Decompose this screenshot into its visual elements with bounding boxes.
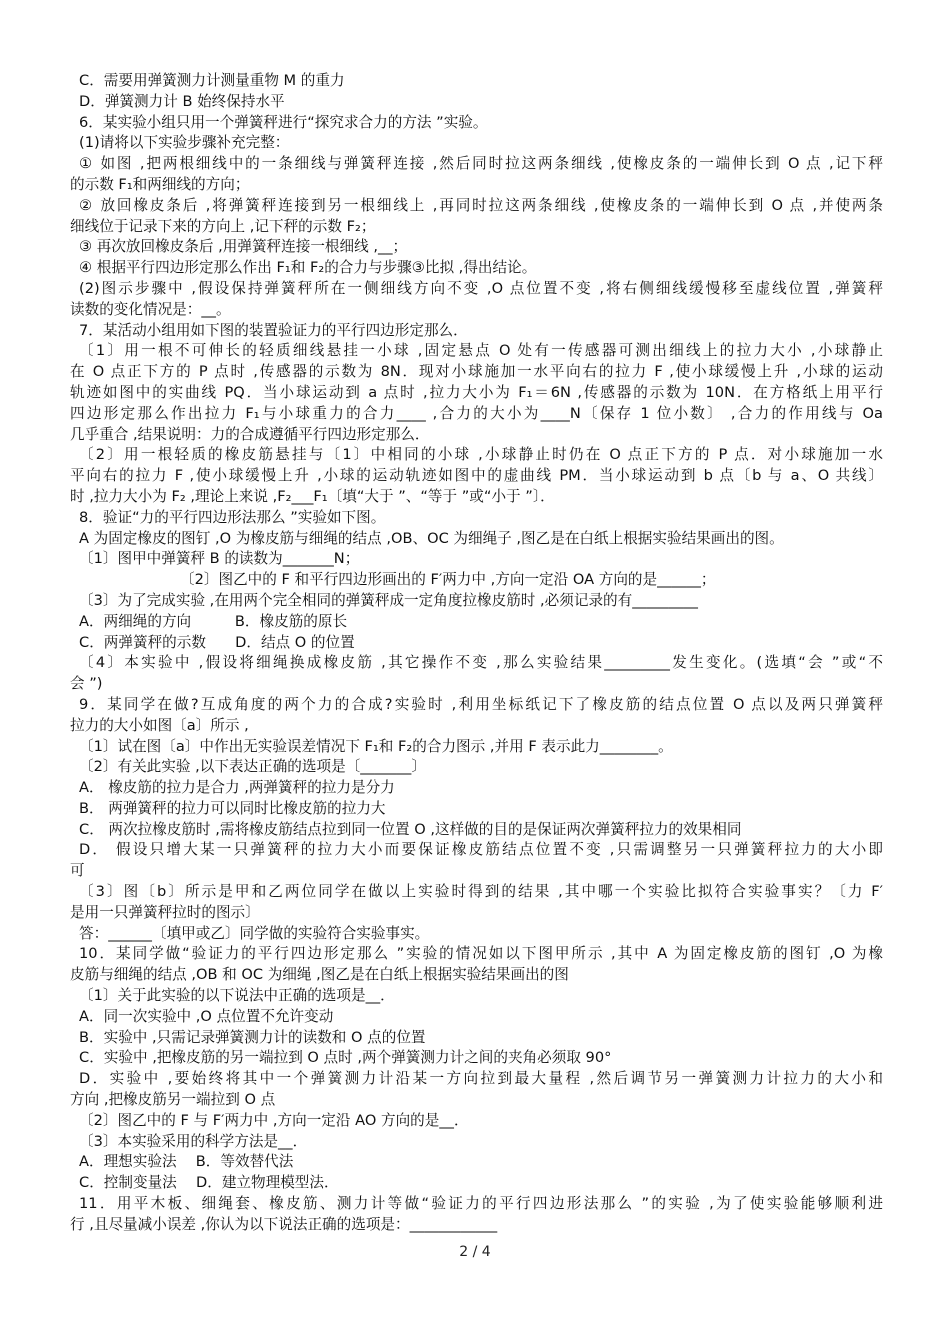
text-line: 〔1〕图甲中弹簧秤 B 的读数为_______N； xyxy=(79,550,360,568)
text-line: 8．验证“力的平行四边形法那么 ”实验如下图。 xyxy=(79,508,386,526)
text-line: ② 放回橡皮条后 ,将弹簧秤连接到另一根细线上 ,再同时拉这两条细线 ,使橡皮条的一端伸长到 O 点 ,并使两条 xyxy=(79,196,883,214)
text-line: 是用一只弹簧秤拉时的图示〕 xyxy=(70,903,260,921)
text-line: 〔2〕图乙中的 F 和平行四边形画出的 F′两力中 ,方向一定沿 OA 方向的是______； xyxy=(180,571,716,589)
text-line: 四边形定那么作出拉力 F₁与小球重力的合力____ ,合力的大小为____N〔保存 1 位小数〕 ,合力的作用线与 Oa xyxy=(70,404,883,422)
text-line: 〔3〕为了完成实验 ,在用两个完全相同的弹簧秤成一定角度拉橡皮筋时 ,必须记录的有_________ xyxy=(79,591,698,609)
text-line: 〔1〕试在图〔a〕中作出无实验误差情况下 F₁和 F₂的合力图示 ,并用 F 表示此力________。 xyxy=(79,737,673,755)
text-line: 〔2〕有关此实验 ,以下表达正确的选项是〔_______〕 xyxy=(79,758,426,776)
text-line: C． 两次拉橡皮筋时 ,需将橡皮筋结点拉到同一位置 O ,这样做的目的是保证两次弹簧秤拉力的效果相同 xyxy=(79,820,742,838)
text-line: A．两细绳的方向 B．橡皮筋的原长 xyxy=(79,612,348,630)
text-line: 〔1〕用一根不可伸长的轻质细线悬挂一小球 ,固定悬点 O 处有一传感器可测出细线上的拉力大小 ,小球静止 xyxy=(79,342,883,360)
text-line: C．两弹簧秤的示数 D．结点 O 的位置 xyxy=(79,633,355,651)
text-line: 读数的变化情况是：__。 xyxy=(70,300,231,318)
text-line: 11．用平木板、细绳套、橡皮筋、测力计等做“验证力的平行四边形法那么 ”的实验 ,为了使实验能够顺利进 xyxy=(79,1195,883,1213)
text-line: 轨迹如图中的实曲线 PQ．当小球运动到 a 点时 ,拉力大小为 F₁＝6N ,传感器的示数为 10N．在方格纸上用平行 xyxy=(70,383,883,401)
text-line: (1)请将以下实验步骤补充完整： xyxy=(79,134,290,152)
text-line: 会 ”) xyxy=(70,675,103,693)
text-line: 9．某同学在做?互成角度的两个力的合成?实验时 ,利用坐标纸记下了橡皮筋的结点位置 O 点以及两只弹簧秤 xyxy=(79,695,883,713)
text-line: 7．某活动小组用如下图的装置验证力的平行四边形定那么． xyxy=(79,321,468,339)
text-line: 皮筋与细绳的结点 ,OB 和 OC 为细绳 ,图乙是在白纸上根据实验结果画出的图 xyxy=(70,966,569,984)
text-line: 6．某实验小组只用一个弹簧秤进行“探究求合力的方法 ”实验。 xyxy=(79,113,488,131)
text-line: 平向右的拉力 F ,使小球缓慢上升 ,小球的运动轨迹如图中的虚曲线 PM．当小球运动到 b 点〔b 与 a、O 共线〕 xyxy=(70,467,883,485)
text-line: 〔3〕本实验采用的科学方法是__． xyxy=(79,1132,308,1150)
page-number: 2 / 4 xyxy=(459,1244,491,1260)
text-line: 几乎重合 ,结果说明：力的合成遵循平行四边形定那么． xyxy=(70,425,430,443)
text-line: 细线位于记录下来的方向上 ,记下秤的示数 F₂； xyxy=(70,217,376,235)
text-line: D．实验中 ,要始终将其中一个弹簧测力计沿某一方向拉到最大量程 ,然后调节另一弹簧测力计拉力的大小和 xyxy=(79,1070,883,1088)
text-line: C．需要用弹簧测力计测量重物 M 的重力 xyxy=(79,72,345,89)
text-line: C．控制变量法 D．建立物理模型法． xyxy=(79,1174,339,1192)
document-body xyxy=(70,71,883,1236)
text-line: 10．某同学做“验证力的平行四边形定那么 ”实验的情况如以下图甲所示 ,其中 A 为固定橡皮筋的图钉 ,O 为橡 xyxy=(79,945,883,963)
text-line: A．理想实验法 B．等效替代法 xyxy=(79,1153,294,1171)
text-line: 〔1〕关于此实验的以下说法中正确的选项是__． xyxy=(79,987,395,1005)
text-line: B． 两弹簧秤的拉力可以同时比橡皮筋的拉力大 xyxy=(79,799,386,817)
text-line: 答：______〔填甲或乙〕同学做的实验符合实验事实。 xyxy=(79,924,430,942)
text-line: ③ 再次放回橡皮条后 ,用弹簧秤连接一根细线 ,__； xyxy=(79,238,408,256)
text-line: C．实验中 ,把橡皮筋的另一端拉到 O 点时 ,两个弹簧测力计之间的夹角必须取 90° xyxy=(79,1049,612,1067)
text-line: 行 ,且尽量减小误差 ,你认为以下说法正确的选项是：____________ xyxy=(70,1215,498,1233)
text-line: 〔3〕图〔b〕所示是甲和乙两位同学在做以上实验时得到的结果 ,其中哪一个实验比拟符合实验事实？〔力 F′ xyxy=(79,883,883,901)
text-line: 可 xyxy=(70,862,85,880)
text-line: 的示数 F₁和两细线的方向； xyxy=(70,175,250,193)
text-line: D．弹簧测力计 B 始终保持水平 xyxy=(79,92,285,110)
text-line: 〔2〕图乙中的 F 与 F′两力中 ,方向一定沿 AO 方向的是__． xyxy=(79,1111,469,1129)
text-line: 〔2〕用一根轻质的橡皮筋悬挂与〔1〕中相同的小球 ,小球静止时仍在 O 点正下方的 P 点．对小球施加一水 xyxy=(79,446,883,464)
text-line: 在 O 点正下方的 P 点时 ,传感器的示数为 8N．现对小球施加一水平向右的拉力 F ,使小球缓慢上升 ,小球的运动 xyxy=(70,363,883,381)
text-line: 〔4〕本实验中 ,假设将细绳换成橡皮筋 ,其它操作不变 ,那么实验结果_________发生变化。(选填“会 ”或“不 xyxy=(79,654,883,672)
text-line: D． 假设只增大某一只弹簧秤的拉力大小而要保证橡皮筋结点位置不变 ,只需调整另一只弹簧秤拉力的大小即 xyxy=(79,841,883,859)
text-line: ① 如图 ,把两根细线中的一条细线与弹簧秤连接 ,然后同时拉这两条细线 ,使橡皮条的一端伸长到 O 点 ,记下秤 xyxy=(79,155,883,173)
text-line: 方向 ,把橡皮筋另一端拉到 O 点 xyxy=(70,1091,276,1109)
text-line: (2)图示步骤中 ,假设保持弹簧秤所在一侧细线方向不变 ,O 点位置不变 ,将右侧细线缓慢移至虚线位置 ,弹簧秤 xyxy=(79,279,883,297)
text-line: 时 ,拉力大小为 F₂ ,理论上来说 ,F₂___F₁〔填“大于 ”、“等于 ”或“小于 ”〕． xyxy=(70,487,555,505)
text-line: A． 橡皮筋的拉力是合力 ,两弹簧秤的拉力是分力 xyxy=(79,779,395,797)
text-line: B．实验中 ,只需记录弹簧测力计的读数和 O 点的位置 xyxy=(79,1028,426,1046)
text-line: A．同一次实验中 ,O 点位置不允许变动 xyxy=(79,1007,334,1025)
text-line: 拉力的大小如图〔a〕所示 , xyxy=(70,716,249,734)
text-line: ④ 根据平行四边形定那么作出 F₁和 F₂的合力与步骤③比拟 ,得出结论。 xyxy=(79,259,537,277)
text-line: A 为固定橡皮的图钉 ,O 为橡皮筋与细绳的结点 ,OB、OC 为细绳子 ,图乙是在白纸上根据实验结果画出的图。 xyxy=(79,529,784,547)
